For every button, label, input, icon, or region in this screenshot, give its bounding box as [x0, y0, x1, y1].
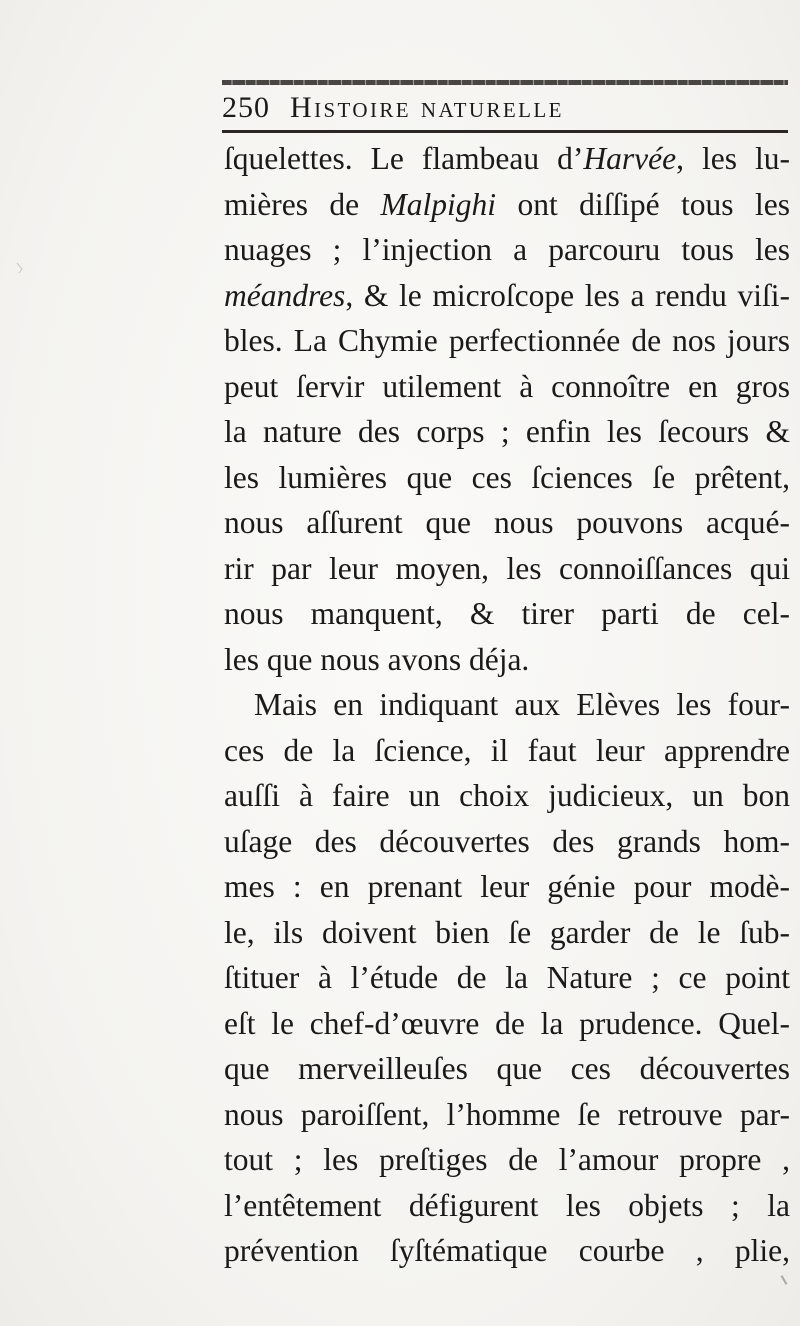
text-line: uſage des découvertes des grands hom- — [224, 823, 790, 859]
text-line: eſt le chef-d’œuvre de la prudence. Quel- — [224, 1005, 790, 1041]
text-line: nous aſſurent que nous pouvons acqué- — [224, 505, 790, 540]
text-line: la nature des corps ; enfin les ſecours & — [224, 414, 790, 449]
text-line: l’entêtement défigurent les objets ; la — [224, 1187, 790, 1223]
text-line: auſſi à faire un choix judicieux, un bon — [224, 778, 790, 813]
text-line: ſquelettes. Le flambeau d’Harvée, les lu- — [224, 141, 791, 176]
text-line: prévention ſyſtématique courbe , plie, — [224, 1233, 790, 1268]
text-line: méandres, & le microſcope les a rendu viſi- — [224, 277, 790, 313]
text-line: que merveilleuſes que ces découvertes — [224, 1051, 790, 1086]
text-line: nous manquent, & tirer parti de cel- — [224, 596, 790, 631]
page-number: 250 — [222, 91, 270, 124]
text-line: mières de Malpighi ont diſſipé tous les — [224, 186, 790, 222]
text-line: les lumières que ces ſciences ſe prêtent, — [224, 459, 790, 495]
text-line: mes : en prenant leur génie pour modè- — [224, 869, 790, 904]
text-line: nuages ; l’injection a parcouru tous les — [224, 232, 790, 267]
text-line: ces de la ſcience, il faut leur apprendre — [224, 732, 790, 768]
text-line: le, ils doivent bien ſe garder de le ſub- — [224, 914, 790, 950]
body-text — [224, 136, 790, 1274]
text-line: les que nous avons déja. — [224, 641, 530, 677]
margin-speck-icon — [16, 262, 24, 274]
text-line: bles. La Chymie perfectionnée de nos jours — [224, 323, 790, 358]
text-line: rir par leur moyen, les connoiſſances qui — [224, 550, 790, 586]
page-header — [222, 88, 788, 132]
running-title: Histoire naturelle — [290, 91, 564, 124]
margin-mark — [781, 1275, 788, 1285]
text-line: Mais en indiquant aux Elèves les four- — [254, 687, 790, 722]
text-line: tout ; les preſtiges de l’amour propre , — [224, 1142, 790, 1177]
text-line: nous paroiſſent, l’homme ſe retrouve par- — [224, 1096, 790, 1132]
text-line: peut ſervir utilement à connoître en gros — [224, 368, 790, 404]
header-rule — [222, 130, 788, 133]
ornamental-rule — [222, 80, 788, 85]
text-line: ſtituer à l’étude de la Nature ; ce point — [224, 960, 790, 995]
